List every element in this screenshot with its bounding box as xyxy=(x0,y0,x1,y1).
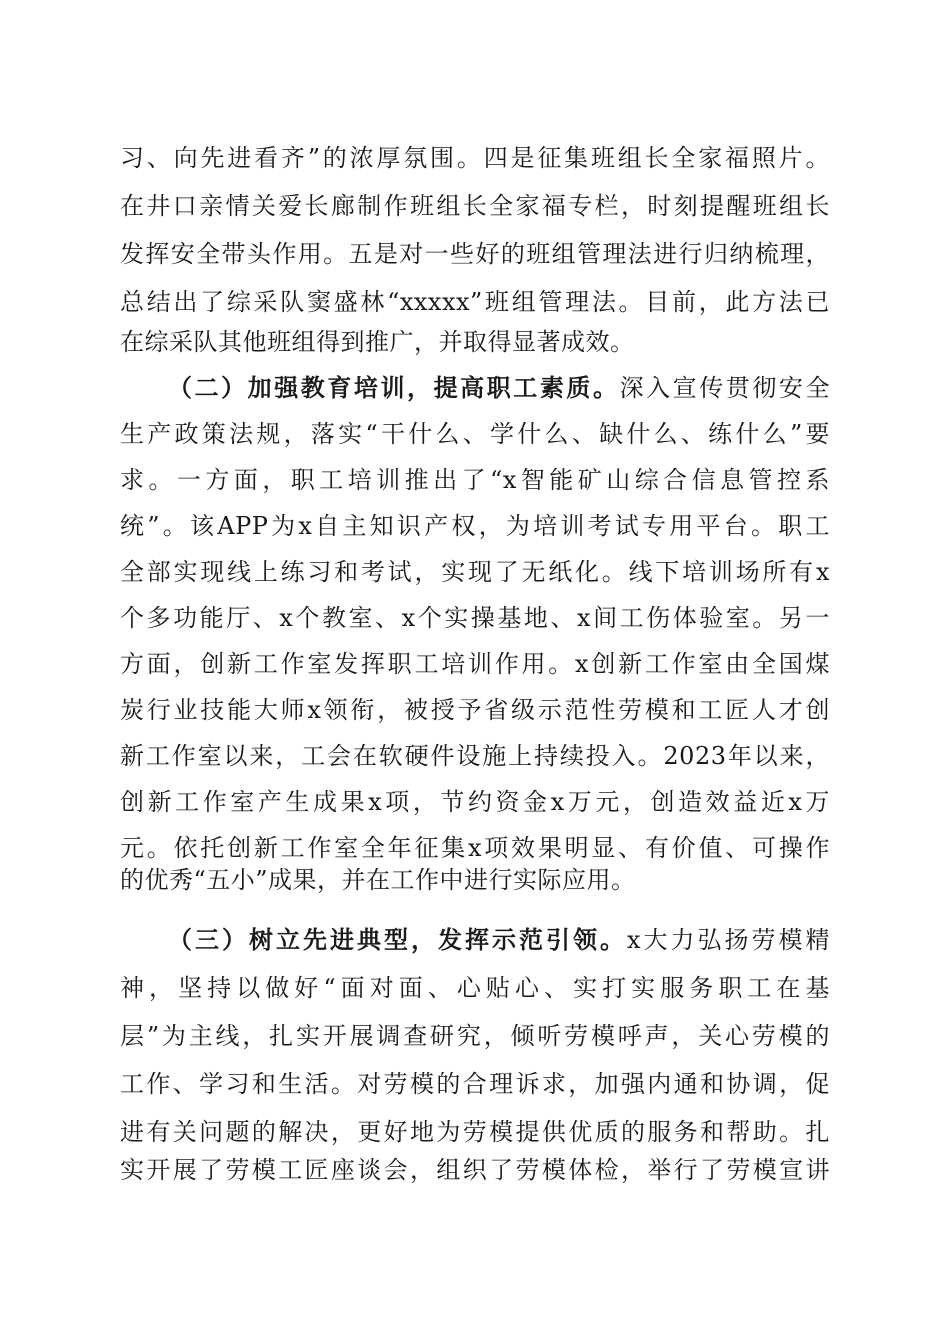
paragraph-line: 实开展了劳模工匠座谈会，组织了劳模体检，举行了劳模宣讲 xyxy=(120,1156,830,1184)
paragraph-line: 求。一方面，职工培训推出了“x智能矿山综合信息管控系 xyxy=(120,466,830,494)
paragraph-line: 元。依托创新工作室全年征集x项效果明显、有价值、可操作 xyxy=(120,834,830,862)
paragraph-line: 进有关问题的解决，更好地为劳模提供优质的服务和帮助。扎 xyxy=(120,1118,830,1146)
paragraph-line: 炭行业技能大师x领衔，被授予省级示范性劳模和工匠人才创 xyxy=(120,696,830,724)
paragraph-line: 在综采队其他班组得到推广，并取得显著成效。 xyxy=(120,328,635,356)
paragraph-line: 层”为主线，扎实开展调查研究，倾听劳模呼声，关心劳模的 xyxy=(120,1022,830,1050)
paragraph-line: 发挥安全带头作用。五是对一些好的班组管理法进行归纳梳理， xyxy=(120,240,830,268)
paragraph-line: 全部实现线上练习和考试，实现了无纸化。线下培训场所有x xyxy=(120,558,830,586)
paragraph-line: 个多功能厅、x个教室、x个实操基地、x间工伤体验室。另一 xyxy=(120,604,830,632)
paragraph-text: 深入宣传贯彻安全 xyxy=(619,374,830,402)
paragraph-line: 习、向先进看齐”的浓厚氛围。四是征集班组长全家福照片。 xyxy=(120,144,830,172)
section-heading: （二）加强教育培训，提高职工素质。 xyxy=(168,373,620,402)
paragraph-line: 的优秀“五小”成果，并在工作中进行实际应用。 xyxy=(120,866,636,894)
paragraph-line: 统”。该APP为x自主知识产权，为培训考试专用平台。职工 xyxy=(120,512,830,540)
paragraph-line: 工作、学习和生活。对劳模的合理诉求，加强内通和协调，促 xyxy=(120,1070,830,1098)
paragraph-line: 生产政策法规，落实“干什么、学什么、缺什么、练什么”要 xyxy=(120,420,830,448)
paragraph-line: 方面，创新工作室发挥职工培训作用。x创新工作室由全国煤 xyxy=(120,650,830,678)
paragraph-line: 神，坚持以做好“面对面、心贴心、实打实服务职工在基 xyxy=(120,974,830,1002)
paragraph-line: 在井口亲情关爱长廊制作班组长全家福专栏，时刻提醒班组长 xyxy=(120,192,830,220)
paragraph-line xyxy=(168,368,830,408)
paragraph-line xyxy=(168,920,830,960)
paragraph-line: 新工作室以来，工会在软硬件设施上持续投入。2023年以来， xyxy=(120,742,830,770)
section-heading: （三）树立先进典型，发挥示范引领。 xyxy=(168,925,627,954)
paragraph-line: 总结出了综采队窦盛林“xxxxx”班组管理法。目前，此方法已 xyxy=(120,288,830,316)
paragraph-line: 创新工作室产生成果x项，节约资金x万元，创造效益近x万 xyxy=(120,788,830,816)
paragraph-text: x大力弘扬劳模精 xyxy=(626,926,830,954)
